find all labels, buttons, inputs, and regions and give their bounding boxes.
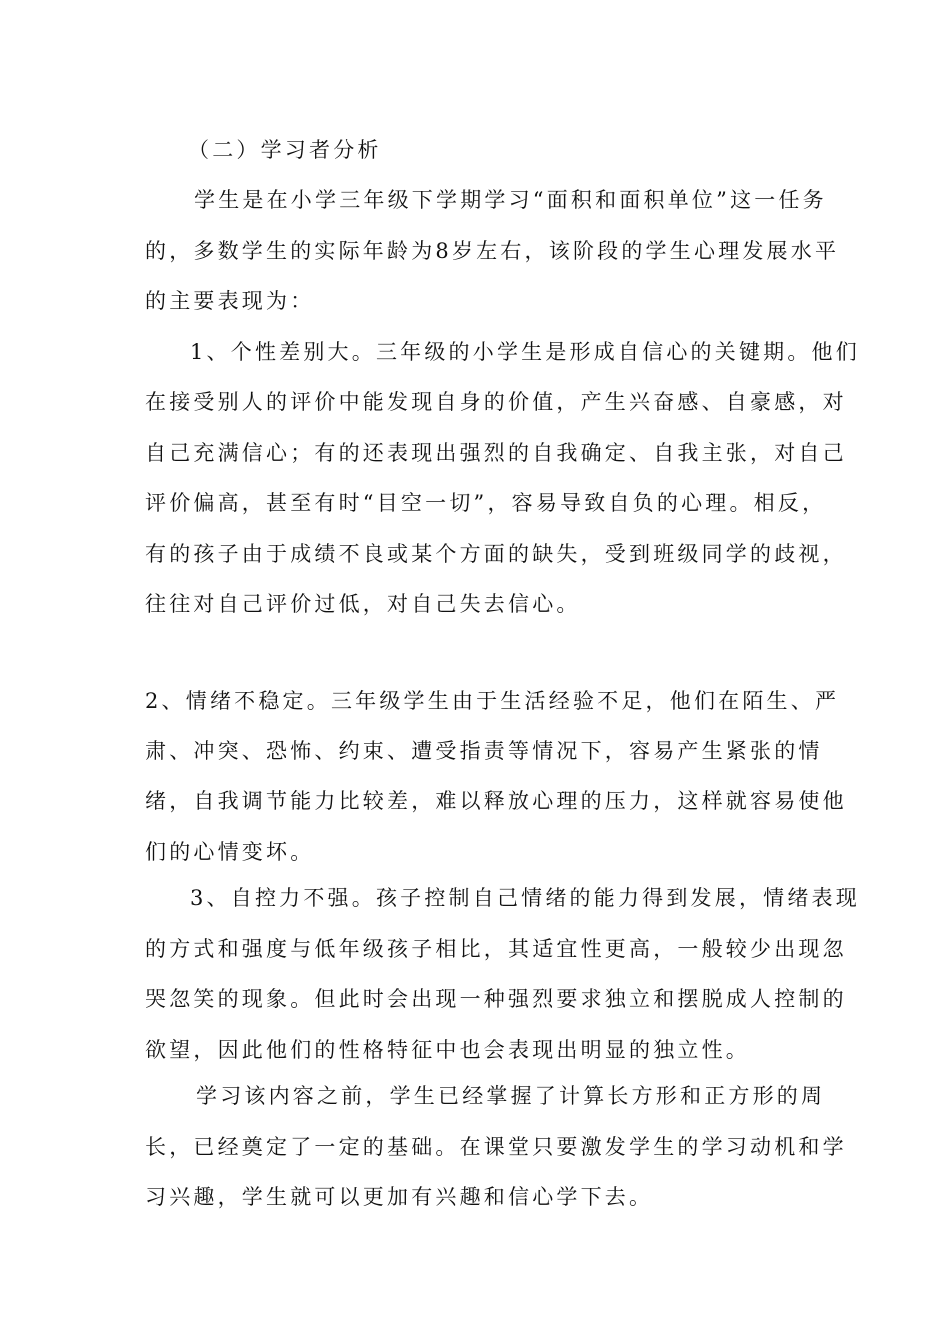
paragraph-line: 学生是在小学三年级下学期学习“面积和面积单位”这一任务 [194, 188, 827, 212]
paragraph-line: 们的心情变坏。 [145, 840, 315, 864]
paragraph-line: 的方式和强度与低年级孩子相比，其适宜性更高，一般较少出现忽 [145, 937, 847, 961]
paragraph-line: 习兴趣，学生就可以更加有兴趣和信心学下去。 [145, 1185, 654, 1209]
paragraph-line: 肃、冲突、恐怖、约束、遭受指责等情况下，容易产生紧张的情 [145, 739, 823, 763]
paragraph-line: 1、个性差别大。三年级的小学生是形成自信心的关键期。他们 [190, 340, 860, 364]
paragraph-line: 学习该内容之前，学生已经掌握了计算长方形和正方形的周 [196, 1084, 826, 1108]
paragraph-line: 欲望，因此他们的性格特征中也会表现出明显的独立性。 [145, 1038, 750, 1062]
paragraph-line: 2、情绪不稳定。三年级学生由于生活经验不足，他们在陌生、严 [145, 689, 840, 713]
paragraph-line: 长，已经奠定了一定的基础。在课堂只要激发学生的学习动机和学 [145, 1135, 847, 1159]
paragraph-line: 有的孩子由于成绩不良或某个方面的缺失，受到班级同学的歧视， [145, 542, 847, 566]
paragraph-line: 往往对自己评价过低，对自己失去信心。 [145, 592, 581, 616]
paragraph-line: 自己充满信心；有的还表现出强烈的自我确定、自我主张，对自己 [145, 441, 847, 465]
section-heading: （二）学习者分析 [188, 138, 382, 162]
paragraph-line: 在接受别人的评价中能发现自身的价值，产生兴奋感、自豪感，对 [145, 390, 847, 414]
paragraph-line: 评价偏高，甚至有时“目空一切”，容易导致自负的心理。相反， [145, 491, 827, 515]
paragraph-line: 3、自控力不强。孩子控制自己情绪的能力得到发展，情绪表现 [190, 886, 860, 910]
paragraph-line: 的，多数学生的实际年龄为8岁左右，该阶段的学生心理发展水平 [145, 239, 840, 263]
paragraph-line: 哭忽笑的现象。但此时会出现一种强烈要求独立和摆脱成人控制的 [145, 987, 847, 1011]
paragraph-line: 的主要表现为： [145, 289, 315, 313]
paragraph-line: 绪，自我调节能力比较差，难以释放心理的压力，这样就容易使他 [145, 789, 847, 813]
